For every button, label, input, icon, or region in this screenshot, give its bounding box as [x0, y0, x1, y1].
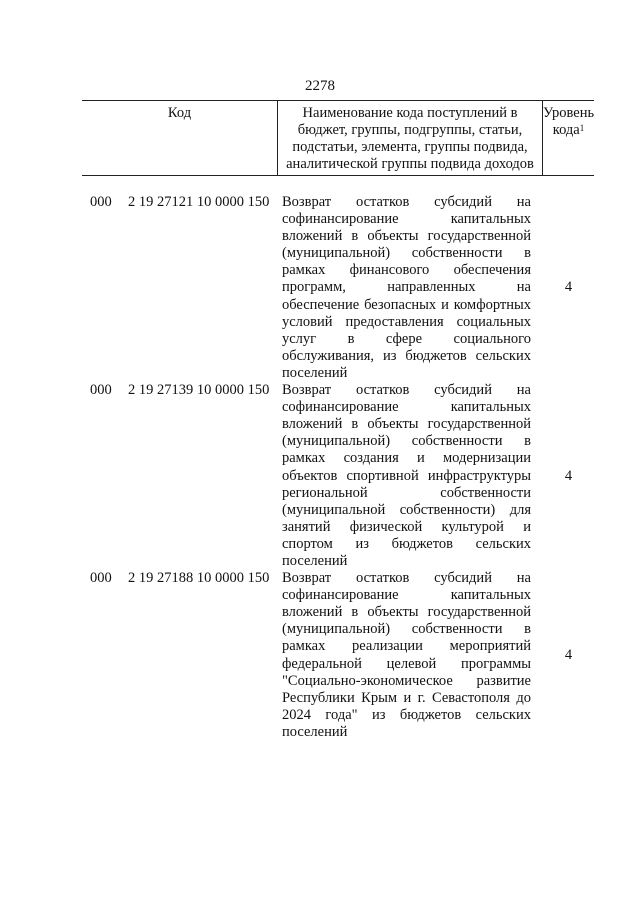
table-row	[82, 382, 594, 570]
code-cell	[82, 570, 278, 741]
table-body	[82, 194, 594, 741]
code-cell	[82, 194, 278, 382]
budget-code: 2 19 27188 10 0000 150	[128, 570, 270, 587]
header-name: Наименование кода поступлений в бюджет, группы, подгруппы, статьи, подстатьи, элемента, группы подвида, аналитической группы подвида доходов	[278, 101, 543, 175]
revenue-codes-table	[82, 100, 594, 741]
code-cell	[82, 382, 278, 570]
budget-code: 2 19 27121 10 0000 150	[128, 194, 270, 210]
code-level: 4	[564, 467, 573, 484]
header-code: Код	[82, 101, 278, 175]
table-row	[82, 570, 594, 741]
revenue-name: Возврат остатков субсидий на софинансирование капитальных вложений в объекты государственной (муниципальной) собственности в рамках реализации мероприятий федеральной целевой программы "Социально-экономическое развитие Республики Крым и г. Севастополя до 2024 года" из бюджетов сельских поселений	[282, 570, 531, 740]
page-number: 2278	[305, 78, 335, 94]
admin-code: 000	[90, 570, 112, 587]
table-header	[82, 100, 594, 176]
header-level	[543, 101, 594, 175]
revenue-name: Возврат остатков субсидий на софинансирование капитальных вложений в объекты государственной (муниципальной) собственности в рамках создания и модернизации объектов спортивной инфраструктуры региональной собственности (муниципальной собственности) для занятий физической культурой и спортом из бюджетов сельских поселений	[282, 382, 531, 569]
table-row	[82, 194, 594, 382]
code-level: 4	[564, 279, 573, 296]
budget-code: 2 19 27139 10 0000 150	[128, 382, 270, 399]
header-level-label: Уровень кода	[543, 105, 595, 138]
admin-code: 000	[90, 382, 112, 399]
revenue-name: Возврат остатков субсидий на софинансирование капитальных вложений в объекты государственной (муниципальной) собственности в рамках финансового обеспечения программ, направленных на обеспечение безопасных и комфортных условий предоставления социальных услуг в сфере социального обслуживания, из бюджетов сельских поселений	[282, 194, 531, 381]
admin-code: 000	[90, 194, 112, 210]
footnote-marker: 1	[579, 123, 585, 133]
code-level: 4	[564, 646, 573, 663]
